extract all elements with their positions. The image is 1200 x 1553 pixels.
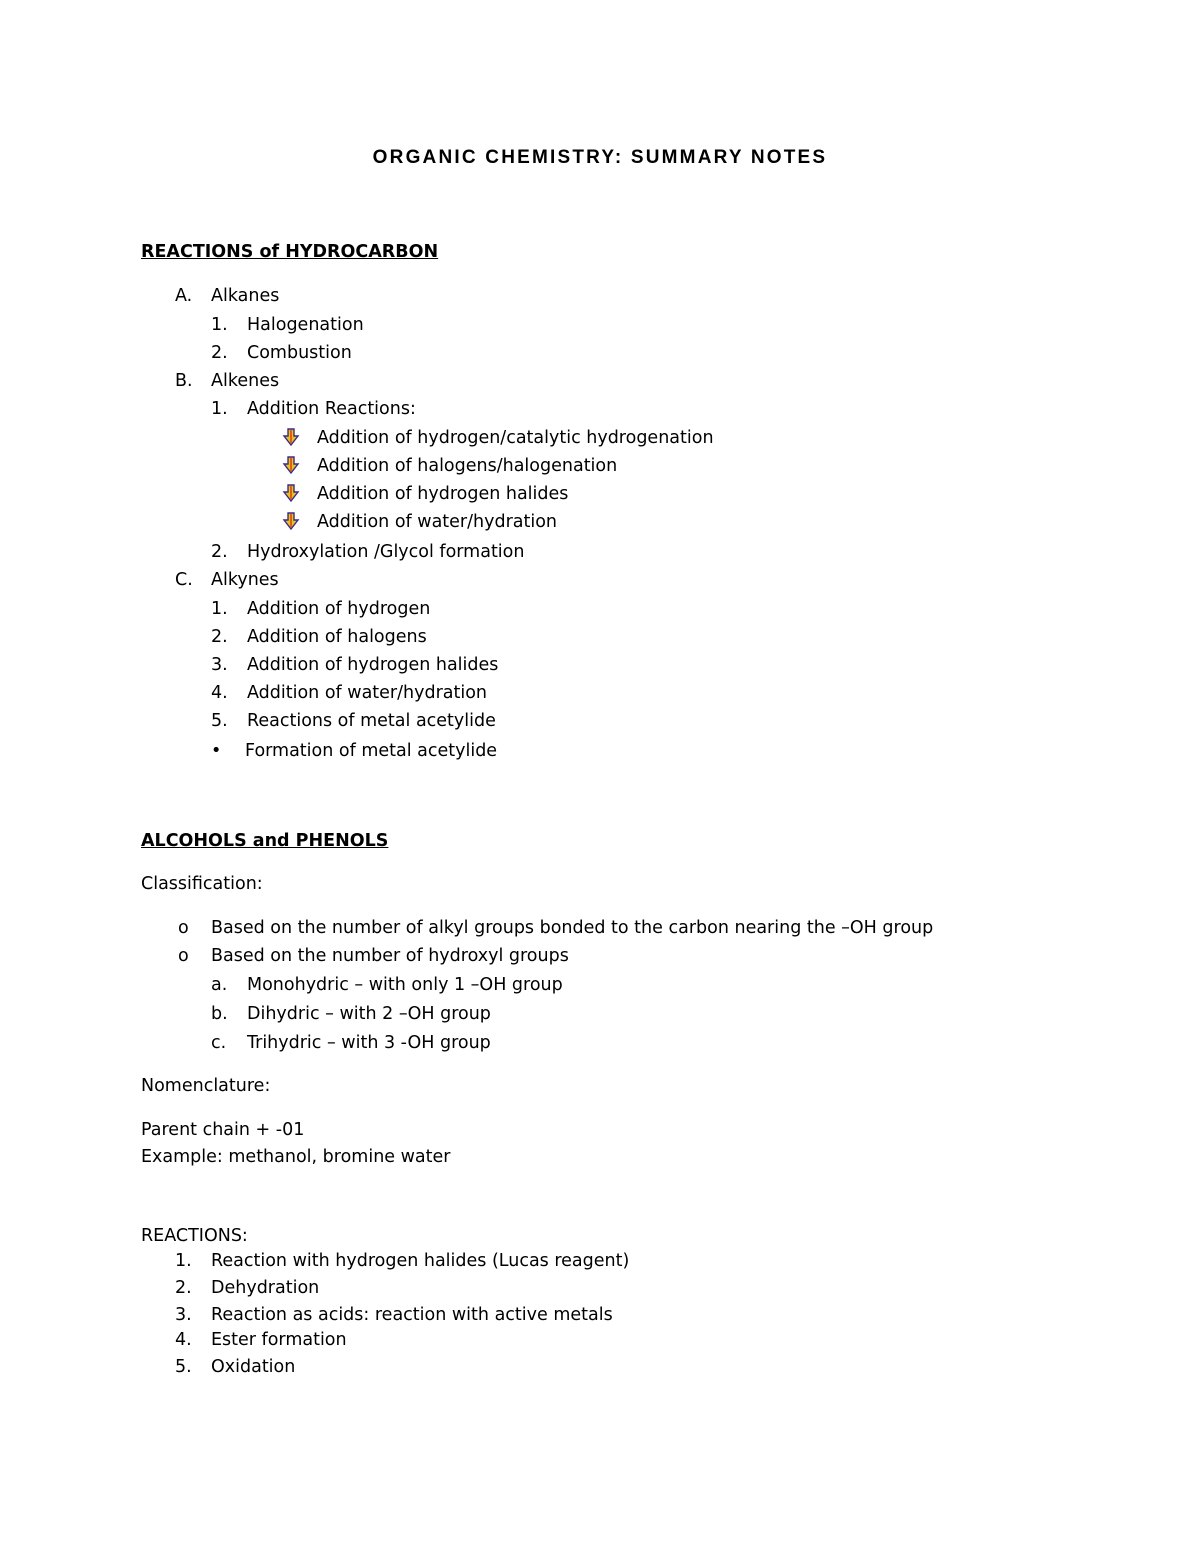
list-item: Halogenation (247, 315, 364, 335)
list-item: Ester formation (211, 1330, 347, 1350)
arrow-down-bullet-icon (282, 456, 300, 474)
list-item-alkynes: Alkynes (211, 570, 279, 590)
list-marker: C. (175, 570, 193, 590)
list-item: Addition of hydrogen/catalytic hydrogenation (317, 428, 714, 448)
list-item: Addition Reactions: (247, 399, 416, 419)
list-marker: a. (211, 975, 228, 995)
list-item-alkanes: Alkanes (211, 286, 280, 306)
list-marker: 3. (211, 655, 228, 675)
list-item: Combustion (247, 343, 352, 363)
arrow-down-bullet-icon (282, 428, 300, 446)
label-reactions: REACTIONS: (141, 1226, 248, 1246)
section-heading-alcohols: ALCOHOLS and PHENOLS (141, 831, 389, 851)
bullet-icon: • (211, 741, 222, 761)
circle-bullet-icon: o (178, 918, 189, 938)
list-item: Hydroxylation /Glycol formation (247, 542, 525, 562)
list-item: Addition of hydrogen halides (247, 655, 499, 675)
list-marker: 2. (211, 627, 228, 647)
list-marker: 2. (211, 542, 228, 562)
list-marker: A. (175, 286, 193, 306)
list-marker: 4. (211, 683, 228, 703)
list-marker: 1. (211, 315, 228, 335)
label-nomenclature: Nomenclature: (141, 1076, 271, 1096)
list-item: Addition of halogens (247, 627, 427, 647)
list-marker: c. (211, 1033, 227, 1053)
label-classification: Classification: (141, 874, 263, 894)
list-item: Addition of water/hydration (247, 683, 488, 703)
list-item: Dehydration (211, 1278, 320, 1298)
list-marker: 3. (175, 1305, 192, 1325)
list-marker: 5. (175, 1357, 192, 1377)
list-item: Monohydric – with only 1 –OH group (247, 975, 563, 995)
nomenclature-text: Parent chain + -01 (141, 1120, 305, 1140)
list-marker: 1. (211, 399, 228, 419)
list-item: Dihydric – with 2 –OH group (247, 1004, 491, 1024)
list-marker: 5. (211, 711, 228, 731)
list-marker: b. (211, 1004, 228, 1024)
list-item: Based on the number of hydroxyl groups (211, 946, 569, 966)
list-item: Trihydric – with 3 -OH group (247, 1033, 491, 1053)
section-heading-hydrocarbon: REACTIONS of HYDROCARBON (141, 242, 439, 262)
list-item: Addition of halogens/halogenation (317, 456, 618, 476)
list-marker: 1. (211, 599, 228, 619)
arrow-down-bullet-icon (282, 512, 300, 530)
nomenclature-example: Example: methanol, bromine water (141, 1147, 451, 1167)
list-item: Addition of hydrogen (247, 599, 431, 619)
circle-bullet-icon: o (178, 946, 189, 966)
list-marker: 2. (211, 343, 228, 363)
list-item-alkenes: Alkenes (211, 371, 280, 391)
list-item: Addition of hydrogen halides (317, 484, 569, 504)
list-marker: 1. (175, 1251, 192, 1271)
list-item: Addition of water/hydration (317, 512, 558, 532)
list-marker: B. (175, 371, 193, 391)
list-marker: 4. (175, 1330, 192, 1350)
list-item: Reaction as acids: reaction with active metals (211, 1305, 613, 1325)
arrow-down-bullet-icon (282, 484, 300, 502)
list-item: Formation of metal acetylide (245, 741, 498, 761)
list-item: Reaction with hydrogen halides (Lucas reagent) (211, 1251, 630, 1271)
list-item: Reactions of metal acetylide (247, 711, 496, 731)
list-marker: 2. (175, 1278, 192, 1298)
page-title: ORGANIC CHEMISTRY: SUMMARY NOTES (372, 147, 828, 168)
list-item: Oxidation (211, 1357, 296, 1377)
list-item: Based on the number of alkyl groups bonded to the carbon nearing the –OH group (211, 918, 934, 938)
